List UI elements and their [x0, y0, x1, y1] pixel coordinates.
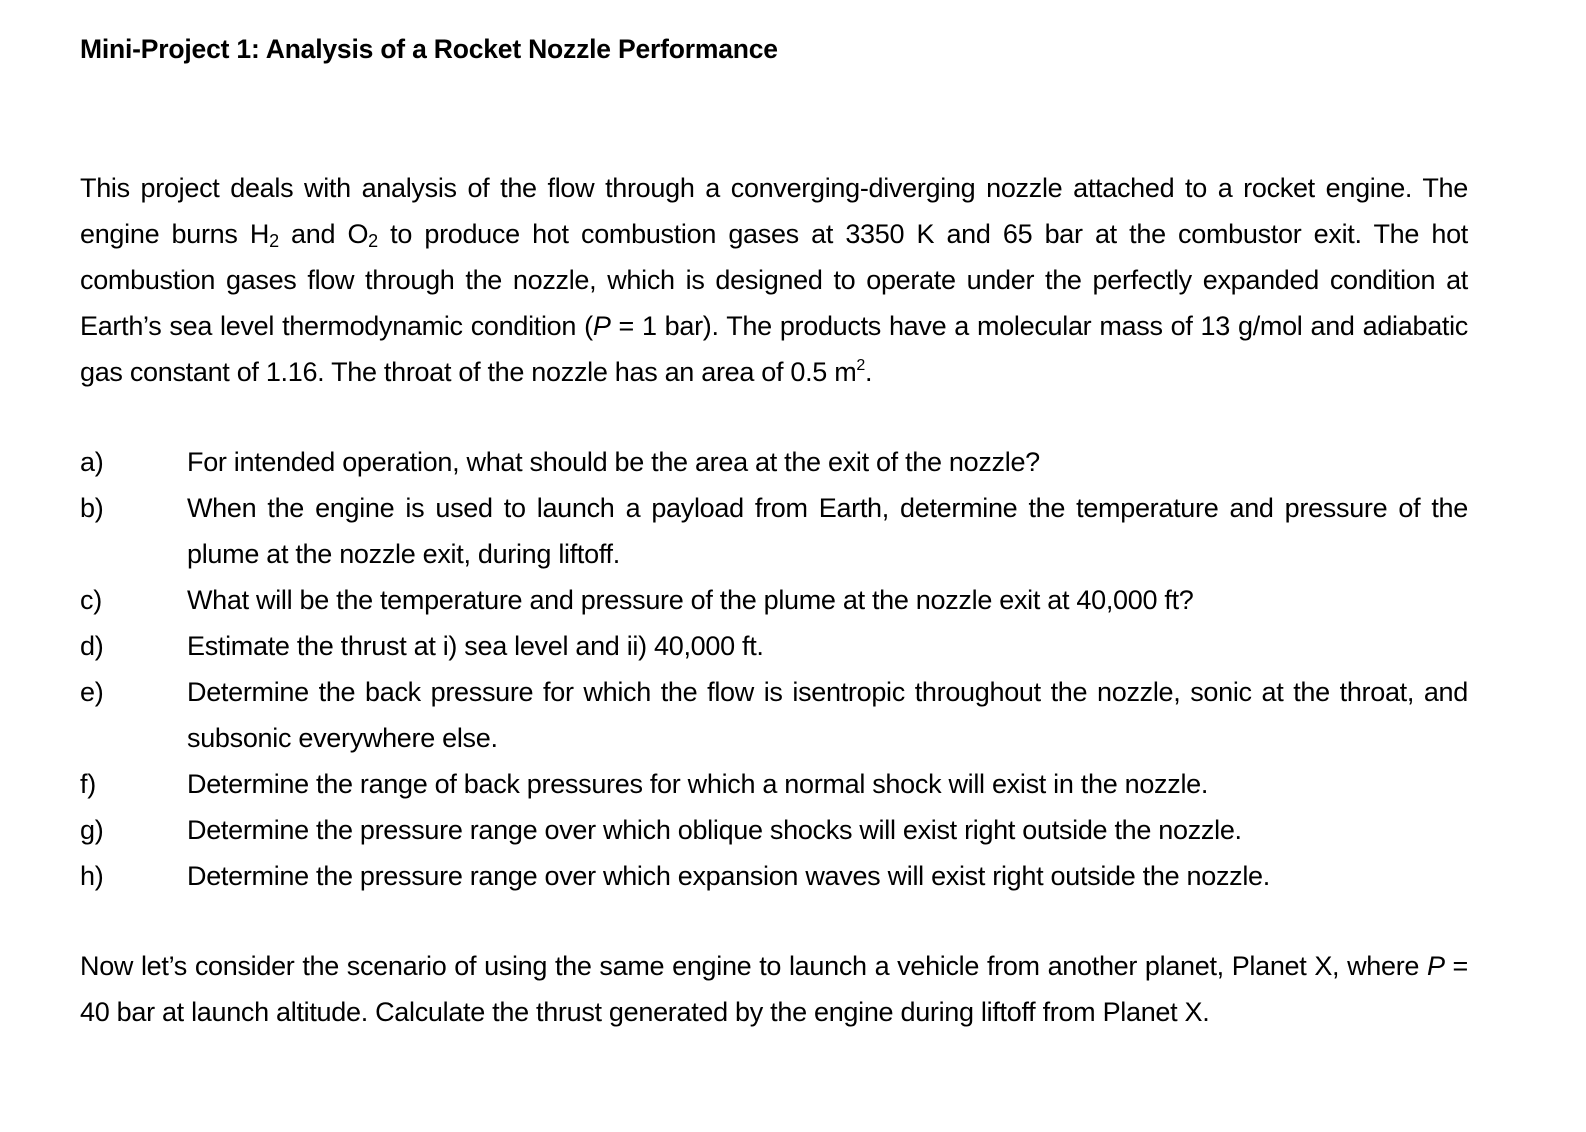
intro-superscript-2: 2 [856, 357, 866, 374]
intro-subscript-o2: 2 [368, 231, 378, 251]
outro-text-1: Now let’s consider the scenario of using the same engine to launch a vehicle from another planet, Planet X, where [80, 951, 1427, 981]
intro-paragraph [80, 165, 1468, 395]
question-item-e [80, 669, 1468, 761]
question-text: For intended operation, what should be the area at the exit of the nozzle? [187, 447, 1040, 477]
intro-text-4: = 1 bar). The products have a molecular mass of 13 g/mol and adiabatic gas constant of 1.16. The throat of the nozzle has an area of 0.5 m [80, 311, 1469, 387]
question-item-b [80, 485, 1468, 577]
question-item-h [80, 853, 1468, 899]
question-item-a [80, 439, 1468, 485]
intro-variable-p: P [592, 311, 611, 341]
intro-text-1: This project deals with analysis of the flow through a converging-diverging nozzle attached to a rocket engine. The engine burns H [80, 173, 1468, 249]
question-item-g [80, 807, 1468, 853]
outro-text-2: = 40 bar at launch altitude. Calculate the thrust generated by the engine during liftoff from Planet X. [80, 951, 1468, 1027]
question-item-d [80, 623, 1468, 669]
question-letter: f) [80, 769, 96, 799]
question-letter: b) [80, 493, 104, 523]
intro-text-2: and O [278, 219, 369, 249]
intro-subscript-h2: 2 [269, 231, 279, 251]
question-text: Determine the pressure range over which expansion waves will exist right outside the nozzle. [187, 861, 1270, 891]
question-letter: c) [80, 585, 102, 615]
question-letter: g) [80, 815, 104, 845]
question-item-c [80, 577, 1468, 623]
question-text: When the engine is used to launch a payload from Earth, determine the temperature and pressure of the plume at the nozzle exit, during liftoff. [187, 493, 1468, 569]
question-letter: a) [80, 447, 104, 477]
outro-variable-p: P [1426, 951, 1445, 981]
question-text: Estimate the thrust at i) sea level and ii) 40,000 ft. [187, 631, 764, 661]
question-text: What will be the temperature and pressure of the plume at the nozzle exit at 40,000 ft? [187, 585, 1194, 615]
question-letter: h) [80, 861, 104, 891]
question-letter: e) [80, 677, 104, 707]
question-list [80, 439, 1468, 899]
question-item-f [80, 761, 1468, 807]
question-text: Determine the pressure range over which oblique shocks will exist right outside the nozzle. [187, 815, 1242, 845]
question-letter: d) [80, 631, 104, 661]
intro-text-5: . [865, 357, 873, 387]
question-text: Determine the back pressure for which the flow is isentropic throughout the nozzle, sonic at the throat, and subsonic everywhere else. [187, 677, 1468, 753]
intro-text-3: to produce hot combustion gases at 3350 K and 65 bar at the combustor exit. The hot combustion gases flow through the nozzle, which is designed to operate under the perfectly expanded condition at Earth’s sea level thermodynamic condition ( [80, 219, 1468, 341]
outro-paragraph [80, 943, 1468, 1035]
question-text: Determine the range of back pressures for which a normal shock will exist in the nozzle. [187, 769, 1209, 799]
document-title: Mini-Project 1: Analysis of a Rocket Nozzle Performance [80, 34, 778, 64]
